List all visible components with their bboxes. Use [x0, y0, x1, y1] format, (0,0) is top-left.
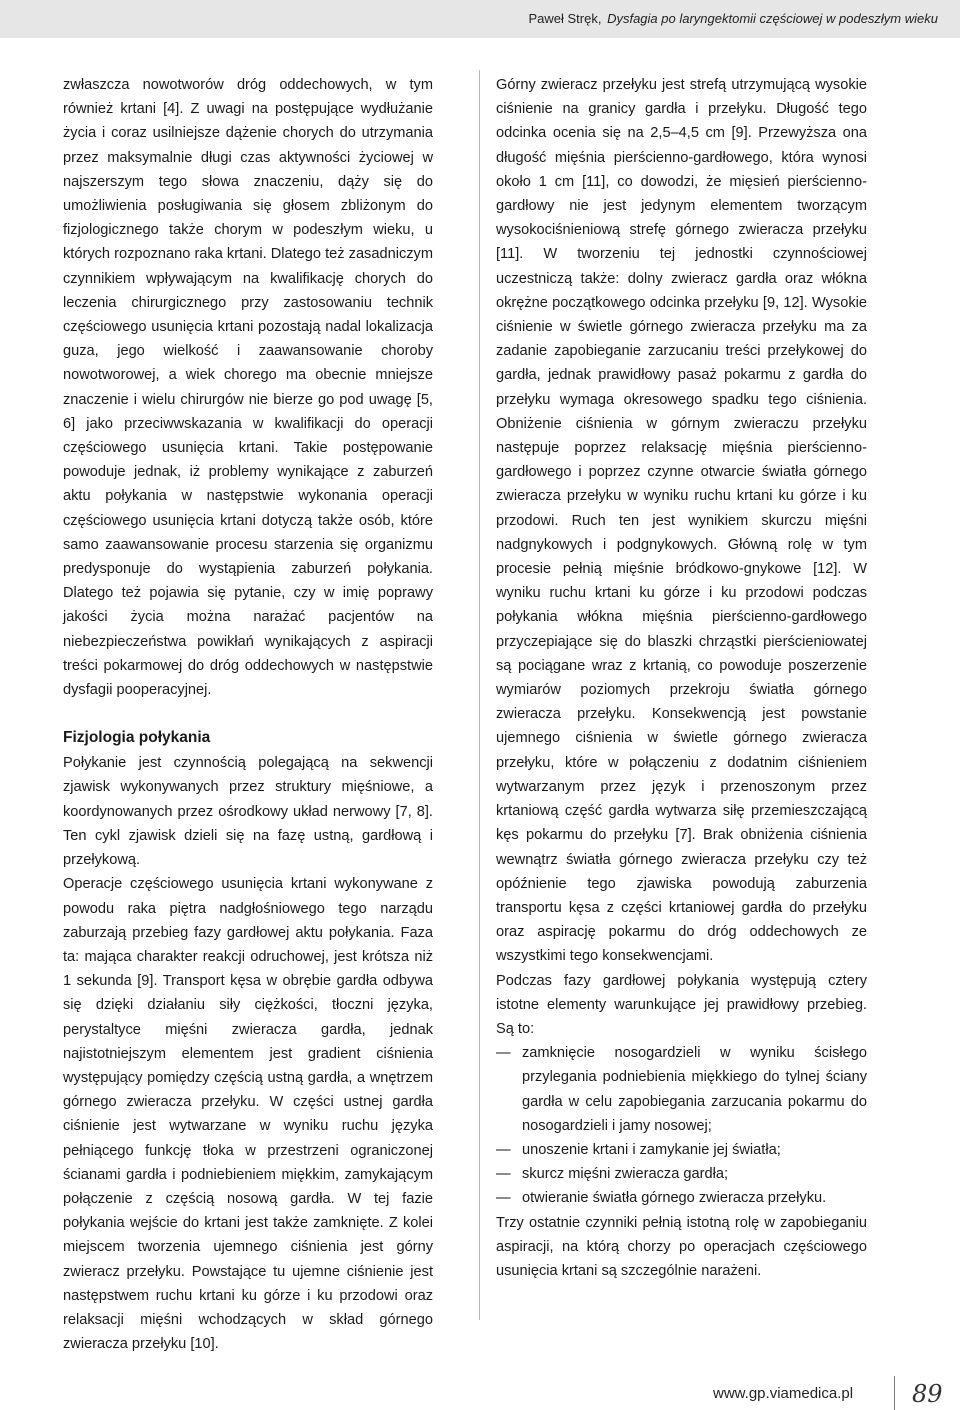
journal-url[interactable]: www.gp.viamedica.pl: [713, 1385, 854, 1402]
left-column: [63, 73, 433, 1356]
footer-separator: [894, 1376, 895, 1410]
list-dash: —: [496, 1166, 511, 1183]
list-item: [496, 1186, 867, 1210]
left-paragraph-2: Połykanie jest czynnością polegającą na sekwencji zjawisk wykonywanych przez struktury mięśniowe, a koordynowanych przez ośrodkowy układ nerwowy [7, 8]. Ten cykl zjawisk dzieli się na fazę ustną, gardłową i przełykową.: [63, 755, 433, 869]
section-heading: Fizjologia połykania: [63, 729, 211, 747]
left-paragraph-1: zwłaszcza nowotworów dróg oddechowych, w tym również krtani [4]. Z uwagi na postępujące wydłużanie życia i coraz usilniejsze dążenie chorych do utrzymania przez maksymalnie długi czas aktywności życiowej w najszerszym tego słowa znaczeniu, dąży się do umożliwienia posługiwania się głosem zbliżonym do fizjologicznego także chorym w podeszłym wieku, u których rozpoznano raka krtani. Dlatego też zasadniczym czynnikiem wpływającym na kwalifikację chorych do leczenia chirurgicznego przy zastosowaniu technik częściowego usunięcia krtani pozostają nadal lokalizacja guza, jego wielkość i zaawansowanie choroby nowotworowej, a wiek chorego ma obecnie mniejsze znaczenie i wielu chirurgów nie bierze go pod uwagę [5, 6] jako przeciwwskazania w kwalifikacji do operacji częściowego usunięcia krtani. Takie postępowanie powoduje jednak, iż problemy wynikające z zaburzeń aktu połykania w następstwie wykonania operacji częściowego usunięcia krtani dotyczą także osób, które samo zaawansowanie procesu starzenia się organizmu predysponuje do wystąpienia zaburzeń połykania. Dlatego też pojawia się pytanie, czy w imię poprawy jakości życia można narażać pacjentów na niebezpieczeństwa powikłań wynikających z aspiracji treści pokarmowej do dróg oddechowych w następstwie dysfagii pooperacyjnej.: [63, 77, 433, 699]
list-dash: —: [496, 1141, 511, 1158]
page-number: 89: [912, 1380, 943, 1408]
right-paragraph-3: Trzy ostatnie czynniki pełnią istotną rolę w zapobieganiu aspiracji, na którą chorzy po operacjach częściowego usunięcia krtani są szczególnie narażeni.: [496, 1214, 867, 1279]
header-author: Paweł Stręk,: [528, 11, 602, 26]
right-paragraph-1: Górny zwieracz przełyku jest strefą utrzymującą wysokie ciśnienie na granicy gardła i przełyku. Długość tego odcinka ocenia się na 2,5–4,5 cm [9]. Przewyższa ona długość mięśnia pierścienno-gardłowego, która wynosi około 1 cm [11], co dowodzi, że mięsień pierścienno-gardłowy nie jest jedynym elementem tworzącym wysokociśnieniową strefę górnego zwieracza przełyku [11]. W tworzeniu tej jednostki czynnościowej uczestniczą także: dolny zwieracz gardła oraz włókna okrężne początkowego odcinka przełyku [9, 12]. Wysokie ciśnienie w świetle górnego zwieracza przełyku ma za zadanie zapobieganie zarzucaniu treści przełykowej do gardła, jednak prawidłowy pasaż pokarmu z gardła do przełyku wymaga okresowego spadku tego ciśnienia. Obniżenie ciśnienia w górnym zwieraczu przełyku następuje poprzez relaksację mięśnia pierścienno-gardłowego i poprzez czynne otwarcie światła górnego zwieracza przełyku w wyniku ruchu krtani ku górze i ku przodowi. Ruch ten jest wynikiem skurczu mięśni nadgnykowych i podgnykowych. Główną rolę w tym procesie pełnią mięśnie bródkowo-gnykowe [12]. W wyniku ruchu krtani ku górze i ku przodowi podczas połykania włókna mięśnia pierścienno-gardłowego przyczepiające się do blaszki chrząstki pierścieniowatej są pociągane wraz z krtanią, co powoduje poszerzenie wymiarów poziomych przekroju światła górnego zwieracza przełyku. Konsekwencją jest powstanie ujemnego ciśnienia w świetle górnego zwieracza przełyku, które w połączeniu z dodatnim ciśnieniem wytwarzanym przez język i przenoszonym przez krtaniową część gardła wytwarza siłę przemieszczającą kęs pokarmu do przełyku [7]. Brak obniżenia ciśnienia wewnątrz światła górnego zwieracza przełyku czy też opóźnienie tego zjawiska powodują zaburzenia transportu kęsa z części krtaniowej gardła do przełyku oraz aspirację pokarmu do dróg oddechowych ze wszystkimi tego konsekwencjami.: [496, 77, 867, 965]
list-item: [496, 1138, 867, 1162]
right-paragraph-2: Podczas fazy gardłowej połykania występują cztery istotne elementy warunkujące jej prawidłowy przebieg. Są to:: [496, 972, 867, 1037]
list-item-text: otwieranie światła górnego zwieracza przełyku.: [522, 1190, 827, 1207]
running-header-text: [528, 11, 938, 26]
list-item: [496, 1041, 867, 1138]
swallowing-elements-list: [496, 1041, 867, 1210]
list-item-text: skurcz mięśni zwieracza gardła;: [522, 1166, 729, 1183]
list-item-text: zamknięcie nosogardzieli w wyniku ścisłego przylegania podniebienia miękkiego do tylnej ściany gardła w celu zapobiegania zarzucania pokarmu do nosogardzieli i jamy nosowej;: [522, 1045, 867, 1134]
list-item: [496, 1162, 867, 1186]
column-divider: [479, 70, 480, 1320]
list-dash: —: [496, 1190, 511, 1207]
running-header: [0, 0, 960, 38]
list-item-text: unoszenie krtani i zamykanie jej światła;: [522, 1141, 781, 1158]
list-dash: —: [496, 1045, 511, 1062]
header-title: Dysfagia po laryngektomii częściowej w podeszłym wieku: [607, 11, 938, 26]
right-column: [496, 73, 867, 1283]
left-paragraph-3: Operacje częściowego usunięcia krtani wykonywane z powodu raka piętra nadgłośniowego tego narządu zaburzają przebieg fazy gardłowej aktu połykania. Faza ta: mająca charakter reakcji odruchowej, jest krótsza niż 1 sekunda [9]. Transport kęsa w obrębie gardła odbywa się dzięki działaniu siły ciężkości, tłoczni języka, perystaltyce mięśni zwieracza gardła, jednak najistotniejszym elementem jest gradient ciśnienia występujący pomiędzy częścią ustną gardła, a wnętrzem górnego zwieracza przełyku. W części ustnej gardła ciśnienie jest wytwarzane w wyniku ruchu języka pełniącego funkcję tłoka w przestrzeni ograniczonej ścianami gardła i podniebieniem miękkim, zamykającym połączenie z częścią nosową gardła. W tej fazie połykania wejście do krtani jest także zamknięte. Z kolei miejscem tworzenia ujemnego ciśnienia jest górny zwieracz przełyku. Powstające tu ujemne ciśnienie jest następstwem ruchu krtani ku górze i ku przodowi oraz relaksacji mięśni wchodzących w skład górnego zwieracza przełyku [10].: [63, 876, 433, 1353]
